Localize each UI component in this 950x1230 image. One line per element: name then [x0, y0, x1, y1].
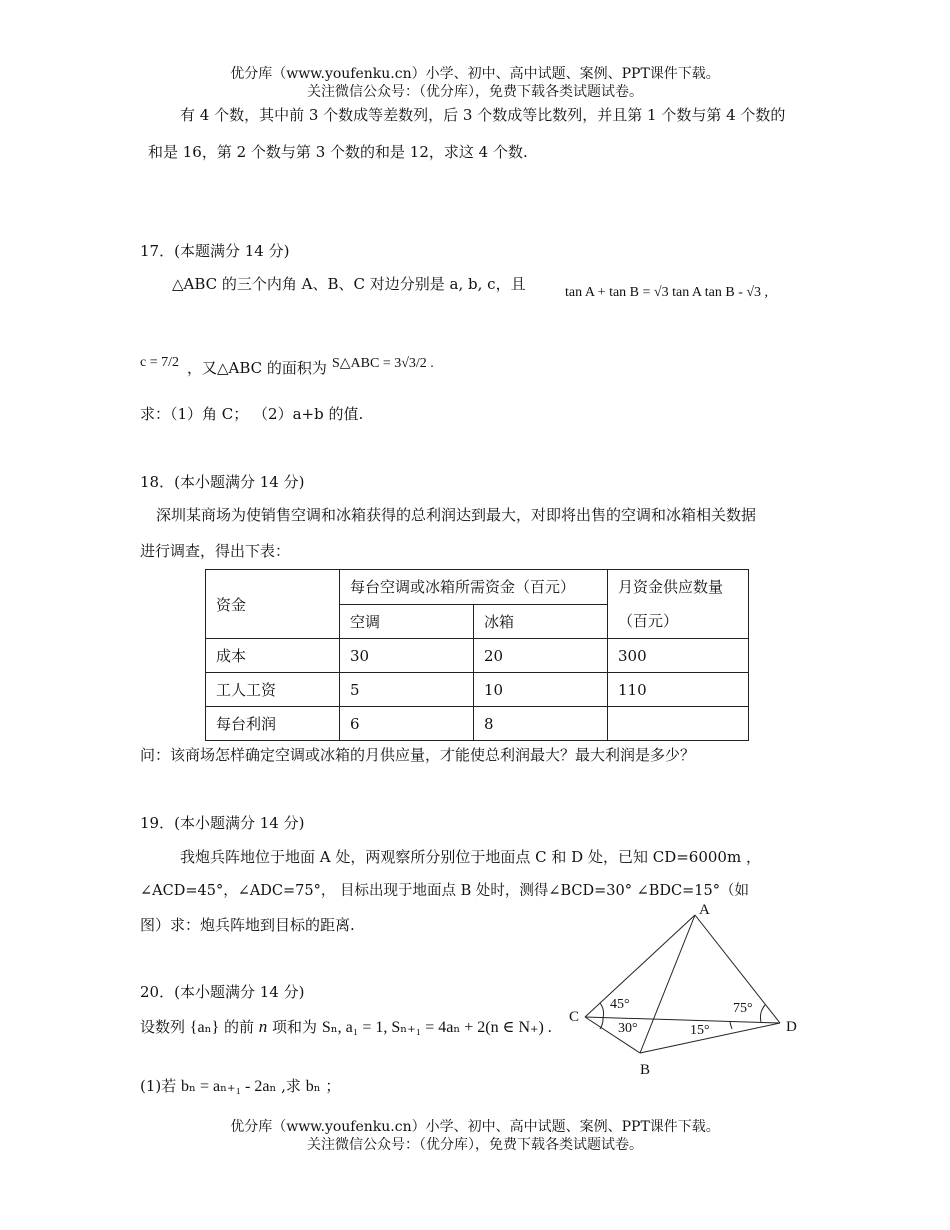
table-cell-supply: 110: [608, 673, 749, 707]
header-line-2: 关注微信公众号：（优分库），免费下载各类试题试卷。: [307, 84, 643, 100]
q20-line-1: [140, 1016, 552, 1037]
arc-bcd: [600, 1018, 603, 1029]
q18-line-1: 深圳某商场为使销售空调和冰箱获得的总利润达到最大，对即将出售的空调和冰箱相关数据: [156, 506, 757, 524]
arc-acd: [600, 1003, 604, 1018]
angle-bdc-label: 15°: [690, 1023, 710, 1038]
q17-intro: △ABC 的三个内角 A、B、C 对边分别是 a, b, c，且: [172, 275, 526, 293]
q18-question: 问：该商场怎样确定空调或冰箱的月供应量，才能使总利润最大？最大利润是多少？: [140, 746, 696, 764]
q20-part1-end: ；: [325, 1077, 341, 1095]
table-row: [206, 707, 749, 741]
q18-heading: 18．(本小题满分 14 分): [140, 473, 305, 491]
q20-sum-label: 项和为: [272, 1018, 318, 1036]
q17-ask: 求：（1）角 C； （2）a+b 的值.: [140, 405, 364, 423]
table-cell-supply: 300: [608, 639, 749, 673]
table-row: [206, 673, 749, 707]
q20-part1-ask: ,求: [281, 1077, 301, 1095]
q17-area-formula: S△ABC = 3√3/2 .: [332, 356, 434, 371]
q17-tan-formula: tan A + tan B = √3 tan A tan B - √3 ,: [565, 285, 769, 300]
edge-bd: [640, 1023, 780, 1053]
q20-n: n: [258, 1017, 268, 1036]
table-cell-fridge: 8: [474, 707, 608, 741]
table-header-monthly: [608, 570, 749, 639]
edge-cd: [585, 1017, 780, 1023]
q20-part1-intro: (1)若: [140, 1077, 177, 1095]
table-cell-fridge: 10: [474, 673, 608, 707]
q18-line-2: 进行调查，得出下表：: [140, 542, 291, 560]
q17-area-intro: ，又△ABC 的面积为: [187, 359, 327, 377]
table-cell-label: 成本: [206, 639, 340, 673]
point-b-label: B: [640, 1062, 651, 1078]
table-header-capital: 资金: [206, 570, 340, 639]
header-line-1: 优分库（www.youfenku.cn）小学、初中、高中试题、案例、PPT课件下载。: [230, 66, 720, 82]
footer-line-2: 关注微信公众号：（优分库），免费下载各类试题试卷。: [307, 1137, 643, 1153]
footer-line-1: 优分库（www.youfenku.cn）小学、初中、高中试题、案例、PPT课件下载。: [230, 1119, 720, 1135]
q19-heading: 19．(本小题满分 14 分): [140, 814, 305, 832]
q20-intro: 设数列: [140, 1018, 186, 1036]
table-header-monthly-line1: 月资金供应数量: [618, 578, 724, 596]
q20-seq: {aₙ}: [189, 1019, 220, 1036]
q20-part1-target: bₙ: [305, 1078, 321, 1095]
table-row: [206, 639, 749, 673]
q19-line-1: 我炮兵阵地位于地面 A 处，两观察所分别位于地面点 C 和 D 处，已知 CD=6000m ，: [180, 848, 761, 866]
q20-prefix: 的前: [223, 1018, 254, 1036]
edge-ab: [640, 915, 695, 1053]
angle-acd-label: 45°: [610, 997, 630, 1012]
arc-bdc: [730, 1022, 732, 1029]
table-subheader-fridge: 冰箱: [474, 604, 608, 639]
point-d-label: D: [786, 1019, 797, 1035]
table-header-required: 每台空调或冰箱所需资金（百元）: [340, 570, 608, 605]
angle-bcd-label: 30°: [618, 1021, 638, 1036]
q19-line-3: 图）求：炮兵阵地到目标的距离.: [140, 916, 355, 934]
q17-c-value: c = 7/2: [140, 355, 179, 370]
table-cell-fridge: 20: [474, 639, 608, 673]
table-cell-label: 工人工资: [206, 673, 340, 707]
point-a-label: A: [699, 902, 710, 918]
table-header-monthly-line2: （百元）: [618, 612, 679, 630]
q20-formula: Sₙ, a₁ = 1, Sₙ₊₁ = 4aₙ + 2(n ∈ N₊) .: [321, 1019, 552, 1036]
q20-part1-formula: bₙ = aₙ₊₁ - 2aₙ: [181, 1078, 277, 1095]
table-cell-ac: 6: [340, 707, 474, 741]
table-cell-ac: 5: [340, 673, 474, 707]
table-cell-label: 每台利润: [206, 707, 340, 741]
q20-part-1: [140, 1075, 340, 1096]
q16-line-1: 有 4 个数，其中前 3 个数成等差数列，后 3 个数成等比数列，并且第 1 个数与第 4 个数的: [180, 106, 786, 124]
triangle-figure: [560, 895, 820, 1085]
q17-heading: 17．(本题满分 14 分): [140, 242, 290, 260]
table-subheader-ac: 空调: [340, 604, 474, 639]
table-cell-supply: [608, 707, 749, 741]
edge-ac: [585, 915, 695, 1017]
q18-data-table: [205, 569, 749, 741]
angle-adc-label: 75°: [733, 1001, 753, 1016]
q16-line-2: 和是 16，第 2 个数与第 3 个数的和是 12，求这 4 个数.: [148, 143, 528, 161]
q19-line-2: ∠ACD=45°，∠ADC=75°， 目标出现于地面点 B 处时，测得∠BCD=30° ∠BDC=15°（如: [140, 883, 749, 899]
table-cell-ac: 30: [340, 639, 474, 673]
point-c-label: C: [569, 1009, 580, 1025]
arc-adc: [761, 1005, 765, 1022]
q20-heading: 20．(本小题满分 14 分): [140, 983, 305, 1001]
